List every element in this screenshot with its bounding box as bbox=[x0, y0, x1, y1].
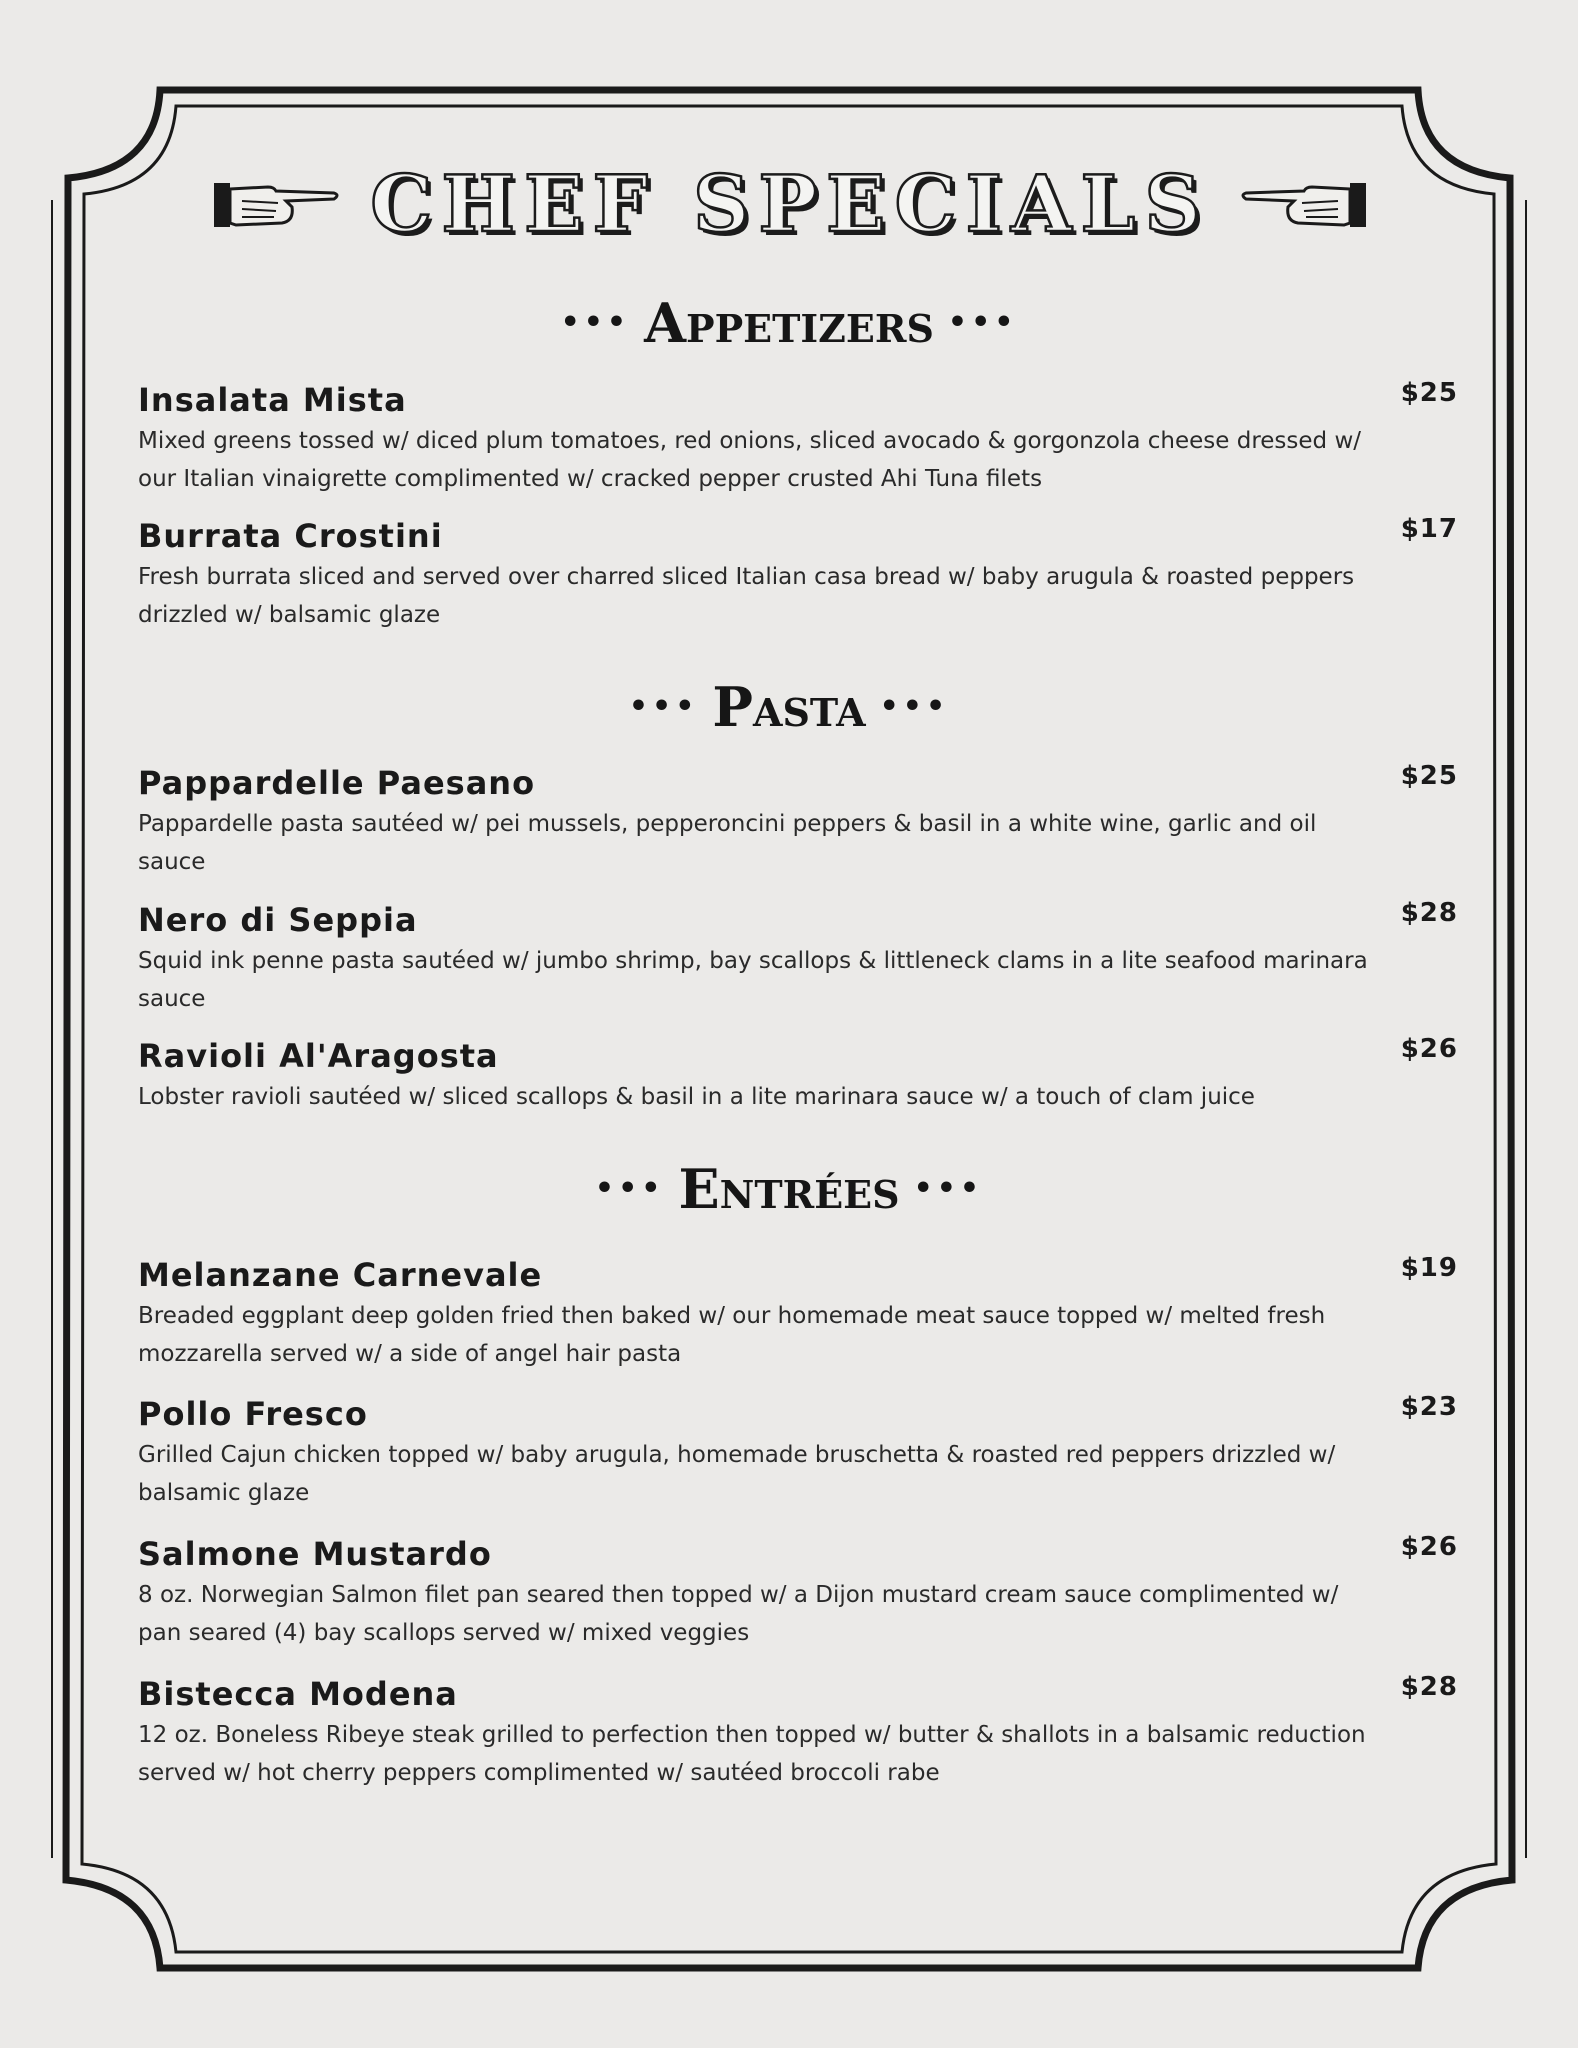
item-name: Bistecca Modena bbox=[138, 1675, 458, 1713]
menu-item bbox=[138, 1255, 1458, 1373]
menu-item bbox=[138, 516, 1458, 634]
item-name: Burrata Crostini bbox=[138, 517, 443, 555]
item-price: $19 bbox=[1400, 1253, 1458, 1283]
section-heading-entrees bbox=[0, 1157, 1578, 1221]
dots-decoration: ••• bbox=[560, 305, 631, 340]
item-name: Pollo Fresco bbox=[138, 1395, 368, 1433]
item-description: 12 oz. Boneless Ribeye steak grilled to perfection then topped w/ butter & shallots in a balsamic reduction served w/ hot cherry peppers complimented w/ sautéed broccoli rabe bbox=[138, 1722, 1366, 1786]
menu-item bbox=[138, 900, 1458, 1018]
dots-decoration: ••• bbox=[628, 689, 699, 724]
item-description: Breaded eggplant deep golden fried then baked w/ our homemade meat sauce topped w/ melted fresh mozzarella served w/ a side of angel hair pasta bbox=[138, 1303, 1326, 1367]
menu-item bbox=[138, 1394, 1458, 1512]
section-title: Entrées bbox=[678, 1157, 900, 1221]
page-title: CHEF SPECIALS bbox=[370, 159, 1210, 250]
item-description: Squid ink penne pasta sautéed w/ jumbo shrimp, bay scallops & littleneck clams in a lite seafood marinara sauce bbox=[138, 948, 1368, 1012]
item-price: $17 bbox=[1400, 514, 1458, 544]
item-name: Ravioli Al'Aragosta bbox=[138, 1037, 499, 1075]
dots-decoration: ••• bbox=[913, 1171, 984, 1206]
item-price: $25 bbox=[1400, 378, 1458, 408]
section-heading-pasta bbox=[0, 675, 1578, 739]
menu-item bbox=[138, 380, 1458, 498]
item-price: $26 bbox=[1400, 1034, 1458, 1064]
menu-item bbox=[138, 1534, 1458, 1652]
menu-item bbox=[138, 1674, 1458, 1792]
item-description: Lobster ravioli sautéed w/ sliced scallops & basil in a lite marinara sauce w/ a touch of clam juice bbox=[138, 1084, 1255, 1110]
item-name: Pappardelle Paesano bbox=[138, 764, 536, 802]
header bbox=[140, 150, 1440, 260]
item-price: $28 bbox=[1400, 1672, 1458, 1702]
item-name: Salmone Mustardo bbox=[138, 1535, 492, 1573]
item-price: $28 bbox=[1400, 898, 1458, 928]
item-description: Pappardelle pasta sautéed w/ pei mussels, pepperoncini peppers & basil in a white wine, garlic and oil sauce bbox=[138, 811, 1317, 875]
dots-decoration: ••• bbox=[947, 305, 1018, 340]
item-description: Mixed greens tossed w/ diced plum tomatoes, red onions, sliced avocado & gorgonzola cheese dressed w/ our Italian vinaigrette complimented w/ cracked pepper crusted Ahi Tuna filets bbox=[138, 428, 1362, 492]
menu-item bbox=[138, 1036, 1458, 1116]
item-name: Melanzane Carnevale bbox=[138, 1256, 543, 1294]
item-price: $23 bbox=[1400, 1392, 1458, 1422]
item-price: $26 bbox=[1400, 1532, 1458, 1562]
item-description: 8 oz. Norwegian Salmon filet pan seared then topped w/ a Dijon mustard cream sauce complimented w/ pan seared (4) bay scallops served w/ mixed veggies bbox=[138, 1582, 1339, 1646]
item-name: Nero di Seppia bbox=[138, 901, 418, 939]
pointing-hand-left-icon bbox=[1238, 177, 1368, 233]
dots-decoration: ••• bbox=[879, 689, 950, 724]
item-description: Grilled Cajun chicken topped w/ baby arugula, homemade bruschetta & roasted red peppers drizzled w/ balsamic glaze bbox=[138, 1442, 1336, 1506]
menu-item bbox=[138, 763, 1458, 881]
item-description: Fresh burrata sliced and served over charred sliced Italian casa bread w/ baby arugula & roasted peppers drizzled w/ balsamic glaze bbox=[138, 564, 1355, 628]
item-price: $25 bbox=[1400, 761, 1458, 791]
dots-decoration: ••• bbox=[594, 1171, 665, 1206]
section-title: Appetizers bbox=[644, 291, 934, 355]
section-title: Pasta bbox=[712, 675, 866, 739]
section-heading-appetizers bbox=[0, 291, 1578, 355]
pointing-hand-right-icon bbox=[212, 177, 342, 233]
item-name: Insalata Mista bbox=[138, 381, 407, 419]
